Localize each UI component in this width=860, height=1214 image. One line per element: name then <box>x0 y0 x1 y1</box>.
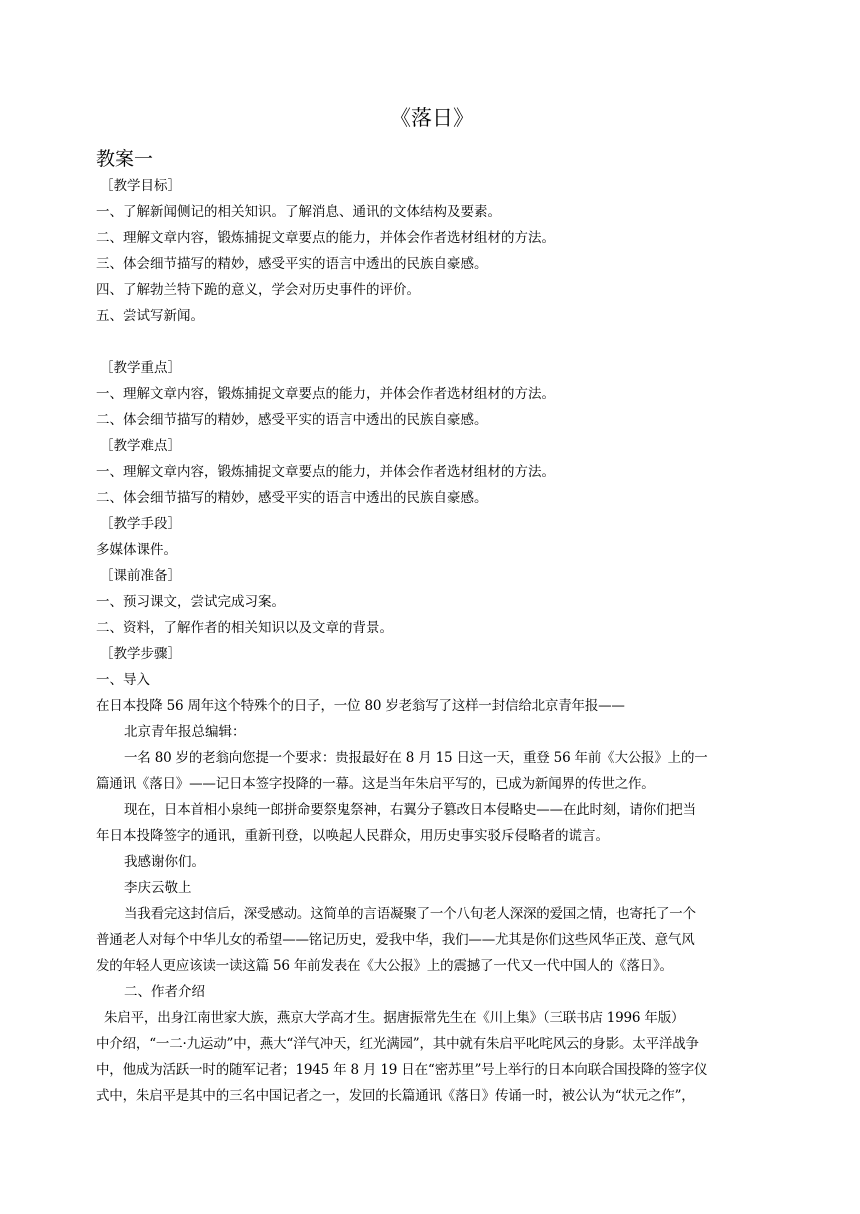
text-line: ［课前准备］ <box>100 568 181 584</box>
text-line: 一、预习课文，尝试完成习案。 <box>96 594 285 610</box>
document-title: 《落日》 <box>390 106 474 130</box>
text-line: 五、尝试写新闻。 <box>96 308 204 324</box>
text-line: 三、体会细节描写的精妙，感受平实的语言中透出的民族自豪感。 <box>96 256 488 272</box>
text-line: 二、体会细节描写的精妙，感受平实的语言中透出的民族自豪感。 <box>96 490 488 506</box>
text-line: ［教学重点］ <box>100 360 181 376</box>
text-line: 普通老人对每个中华儿女的希望——铭记历史，爱我中华，我们——尤其是你们这些风华正茂、意气风 <box>96 932 695 948</box>
text-line: 我感谢你们。 <box>124 854 205 870</box>
text-line: 二、资料，了解作者的相关知识以及文章的背景。 <box>96 620 393 636</box>
document-body <box>96 173 768 1109</box>
text-line: 一、理解文章内容，锻炼捕捉文章要点的能力，并体会作者选材组材的方法。 <box>96 386 555 402</box>
text-line: ［教学目标］ <box>100 178 181 194</box>
text-line: 二、理解文章内容，锻炼捕捉文章要点的能力，并体会作者选材组材的方法。 <box>96 230 555 246</box>
text-line: 四、了解勃兰特下跪的意义，学会对历史事件的评价。 <box>96 282 420 298</box>
text-line: 二、作者介绍 <box>124 984 205 1000</box>
text-line: 一、导入 <box>96 672 150 688</box>
text-line: 一、理解文章内容，锻炼捕捉文章要点的能力，并体会作者选材组材的方法。 <box>96 464 555 480</box>
text-line: 李庆云敬上 <box>124 880 192 896</box>
text-line <box>96 329 768 355</box>
text-line: 朱启平，出身江南世家大族，燕京大学高才生。据唐振常先生在《川上集》（三联书店 1996 年版） <box>104 1010 685 1026</box>
text-line: 在日本投降 56 周年这个特殊个的日子，一位 80 岁老翁写了这样一封信给北京青年报—— <box>96 698 625 714</box>
section-heading: 教案一 <box>96 148 154 170</box>
text-line: ［教学难点］ <box>100 438 181 454</box>
text-line: 篇通讯《落日》——记日本签字投降的一幕。这是当年朱启平写的，已成为新闻界的传世之作。 <box>96 776 655 792</box>
text-line: 多媒体课件。 <box>96 542 177 558</box>
text-line: 二、体会细节描写的精妙，感受平实的语言中透出的民族自豪感。 <box>96 412 488 428</box>
text-line: ［教学手段］ <box>100 516 181 532</box>
text-line: 中，他成为活跃一时的随军记者；1945 年 8 月 19 日在“密苏里”号上举行的日本向联合国投降的签字仪 <box>96 1062 708 1078</box>
text-line: ［教学步骤］ <box>100 646 181 662</box>
text-line: 中介绍，“一二·九运动”中，燕大“洋气冲天，红光满园”，其中就有朱启平叱咤风云的身影。太平洋战争 <box>96 1036 699 1052</box>
text-line: 一、了解新闻侧记的相关知识。了解消息、通讯的文体结构及要素。 <box>96 204 501 220</box>
text-line: 式中，朱启平是其中的三名中国记者之一，发回的长篇通讯《落日》传诵一时，被公认为“状元之作”， <box>96 1088 695 1104</box>
text-line: 当我看完这封信后，深受感动。这简单的言语凝聚了一个八旬老人深深的爱国之情，也寄托了一个 <box>124 906 696 922</box>
text-line: 一名 80 岁的老翁向您提一个要求：贵报最好在 8 月 15 日这一天，重登 56 年前《大公报》上的一 <box>124 750 708 766</box>
text-line: 发的年轻人更应该读一读这篇 56 年前发表在《大公报》上的震撼了一代又一代中国人的《落日》。 <box>96 958 673 974</box>
text-line: 年日本投降签字的通讯，重新刊登，以唤起人民群众，用历史事实驳斥侵略者的谎言。 <box>96 828 609 844</box>
text-line: 现在，日本首相小泉纯一郎拼命要祭鬼祭神，右翼分子篡改日本侵略史——在此时刻，请你们把当 <box>124 802 696 818</box>
text-line: 北京青年报总编辑： <box>124 724 246 740</box>
